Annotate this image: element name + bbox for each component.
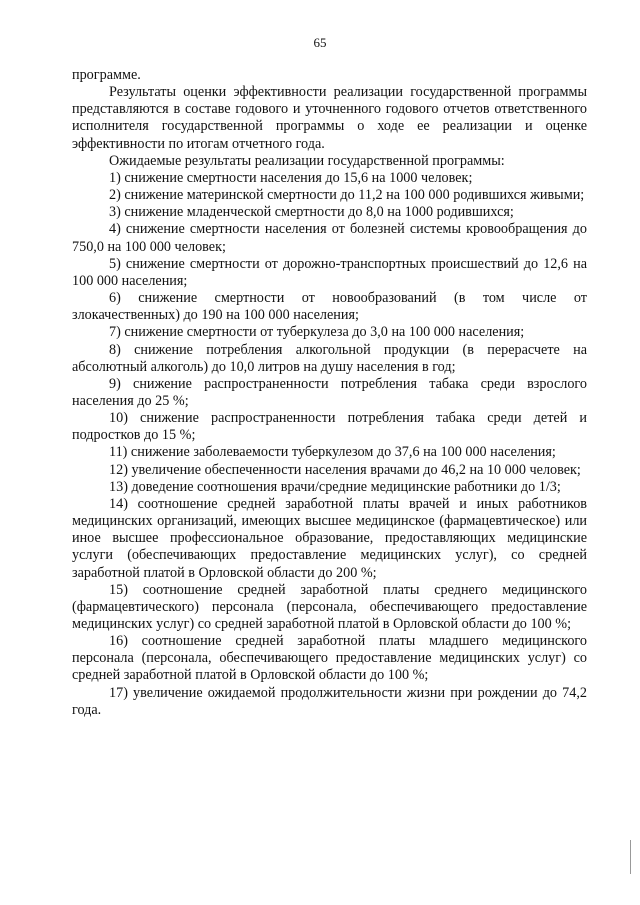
- paragraph-evaluation-results: Результаты оценки эффективности реализации государственной программы представляются в составе годового и уточненного годового отчетов ответственного исполнителя государственной программы о ходе ее реализации и оценке эффективности по итогам отчетного года.: [72, 84, 587, 152]
- list-item: 15) соотношение средней заработной платы среднего медицинского (фармацевтического) персонала (персонала, обеспечивающего предоставление медицинских услуг) со средней заработной платой в Орловской области до 100 %;: [72, 581, 587, 632]
- list-item: 7) снижение смертности от туберкулеза до 3,0 на 100 000 населения;: [109, 324, 525, 341]
- list-item: 3) снижение младенческой смертности до 8,0 на 1000 родившихся;: [109, 204, 514, 221]
- list-item: 1) снижение смертности населения до 15,6 на 1000 человек;: [109, 169, 473, 186]
- list-item: 8) снижение потребления алкогольной продукции (в перерасчете на абсолютный алкоголь) до 10,0 литров на душу населения в год;: [72, 341, 587, 375]
- list-item: 2) снижение материнской смертности до 11,2 на 100 000 родившихся живыми;: [109, 187, 585, 204]
- list-item: 17) увеличение ожидаемой продолжительности жизни при рождении до 74,2 года.: [72, 684, 587, 718]
- page-number: 65: [313, 35, 327, 50]
- paragraph-continuation: программе.: [72, 67, 141, 83]
- list-item: 12) увеличение обеспеченности населения врачами до 46,2 на 10 000 человек;: [109, 461, 581, 478]
- list-item: 14) соотношение средней заработной платы врачей и иных работников медицинских организаций, имеющих высшее медицинское (фармацевтическое) или иное высшее профессиональное образование, предоставляющих медицинские услуги (обеспечивающих предоставление медицинских услуг), со средней заработной платой в Орловской области до 200 %;: [72, 495, 587, 581]
- list-item: 10) снижение распространенности потребления табака среди детей и подростков до 15 %;: [72, 410, 587, 444]
- paragraph-expected-results-heading: Ожидаемые результаты реализации государственной программы:: [109, 152, 505, 169]
- list-item: 4) снижение смертности населения от болезней системы кровообращения до 750,0 на 100 000 человек;: [72, 221, 587, 255]
- list-item: 13) доведение соотношения врачи/средние медицинские работники до 1/3;: [109, 478, 561, 495]
- list-item: 16) соотношение средней заработной платы младшего медицинского персонала (персонала, обеспечивающего предоставление медицинских услуг) со средней заработной платой в Орловской области до 100 %;: [72, 633, 587, 684]
- list-item: 6) снижение смертности от новообразований (в том числе от злокачественных) до 190 на 100 000 населения;: [72, 290, 587, 324]
- list-item: 9) снижение распространенности потребления табака среди взрослого населения до 25 %;: [72, 375, 587, 409]
- document-body: [72, 67, 587, 719]
- list-item: 11) снижение заболеваемости туберкулезом до 37,6 на 100 000 населения;: [109, 444, 556, 461]
- scan-edge-mark: [630, 840, 631, 874]
- list-item: 5) снижение смертности от дорожно-транспортных происшествий до 12,6 на 100 000 населения;: [72, 255, 587, 289]
